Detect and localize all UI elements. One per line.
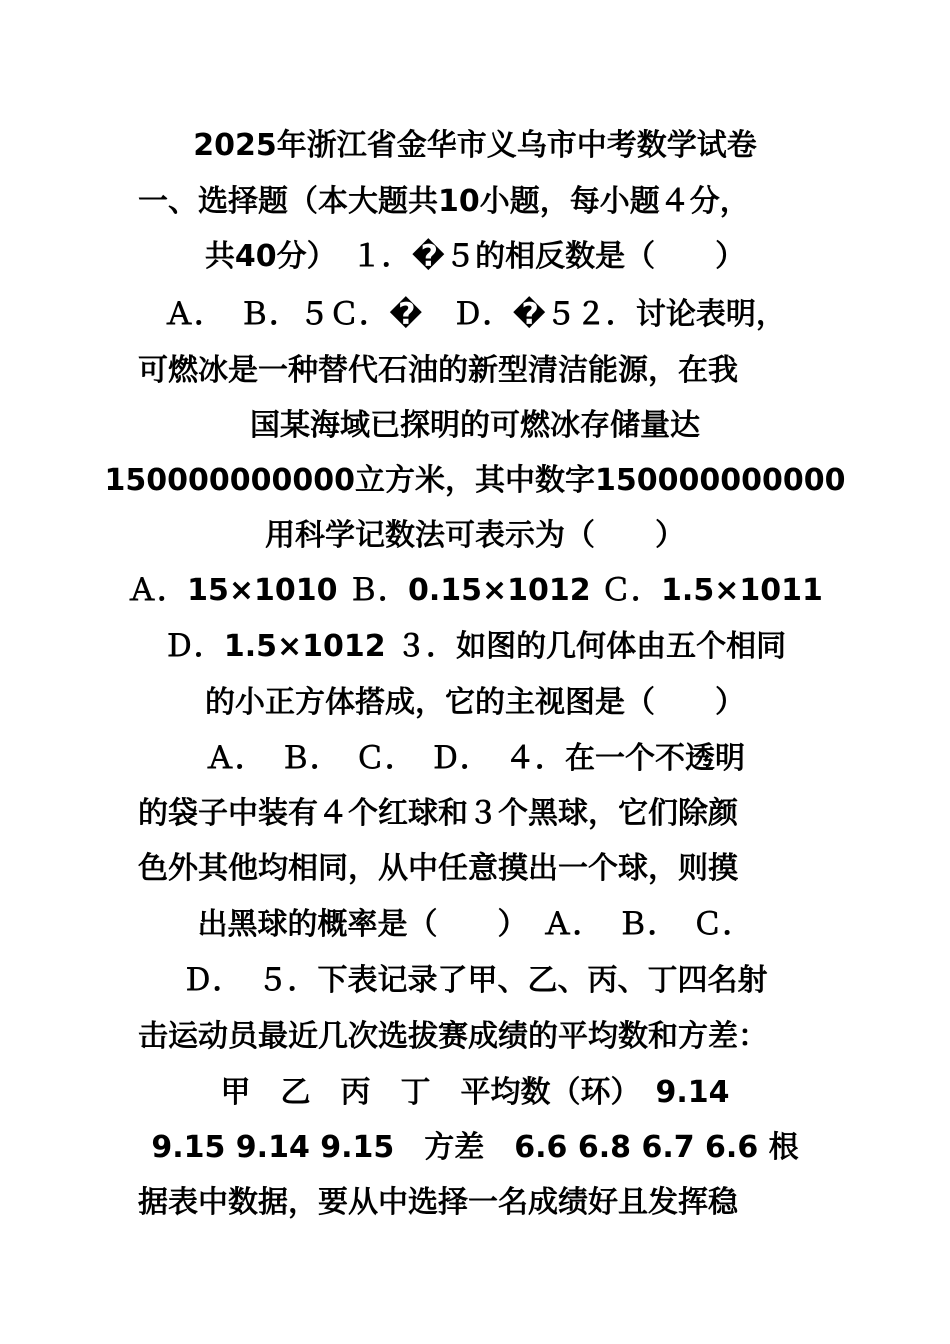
text-line: Ａ． Ｂ．５Ｃ．� Ｄ．�５２．讨论表明， — [164, 297, 786, 332]
text-line: Ａ． Ｂ． Ｃ． Ｄ． ４．在一个不透明 — [205, 741, 745, 776]
text-line: 色外其他均相同，从中任意摸出一个球，则摸 — [138, 851, 738, 886]
text-line: 据表中数据，要从中选择一名成绩好且发挥稳 — [138, 1185, 738, 1220]
text-line: Ｄ． ５．下表记录了甲、乙、丙、丁四名射 — [182, 963, 768, 998]
document-title: 2025年浙江省金华市义乌市中考数学试卷 — [193, 128, 757, 163]
text-line: 国某海域已探明的可燃冰存储量达 — [250, 408, 700, 443]
text-line: 的袋子中装有４个红球和３个黑球，它们除颜 — [138, 796, 738, 831]
text-line: 甲 乙 丙 丁 平均数（环） 9.14 — [220, 1075, 730, 1110]
text-line: 用科学记数法可表示为（ ） — [265, 518, 685, 553]
text-line: 一、选择题（本大题共10小题，每小题４分， — [138, 184, 750, 219]
text-line: 9.15 9.14 9.15 方差 6.6 6.8 6.7 6.6 根 — [151, 1130, 799, 1165]
text-line: 的小正方体搭成，它的主视图是（ ） — [205, 685, 745, 720]
text-line: 150000000000立方米，其中数字150000000000 — [104, 463, 846, 498]
text-line: Ａ．15×1010 Ｂ．0.15×1012 Ｃ．1.5×1011 — [127, 573, 823, 608]
text-line: 击运动员最近几次选拔赛成绩的平均数和方差： — [138, 1019, 768, 1054]
text-line: 出黑球的概率是（ ） Ａ． Ｂ． Ｃ． — [197, 907, 753, 942]
text-line: 可燃冰是一种替代石油的新型清洁能源，在我 — [138, 353, 738, 388]
text-line: 共40分） １．�５的相反数是（ ） — [204, 239, 746, 274]
text-line: Ｄ．1.5×1012 ３．如图的几何体由五个相同 — [163, 629, 787, 664]
